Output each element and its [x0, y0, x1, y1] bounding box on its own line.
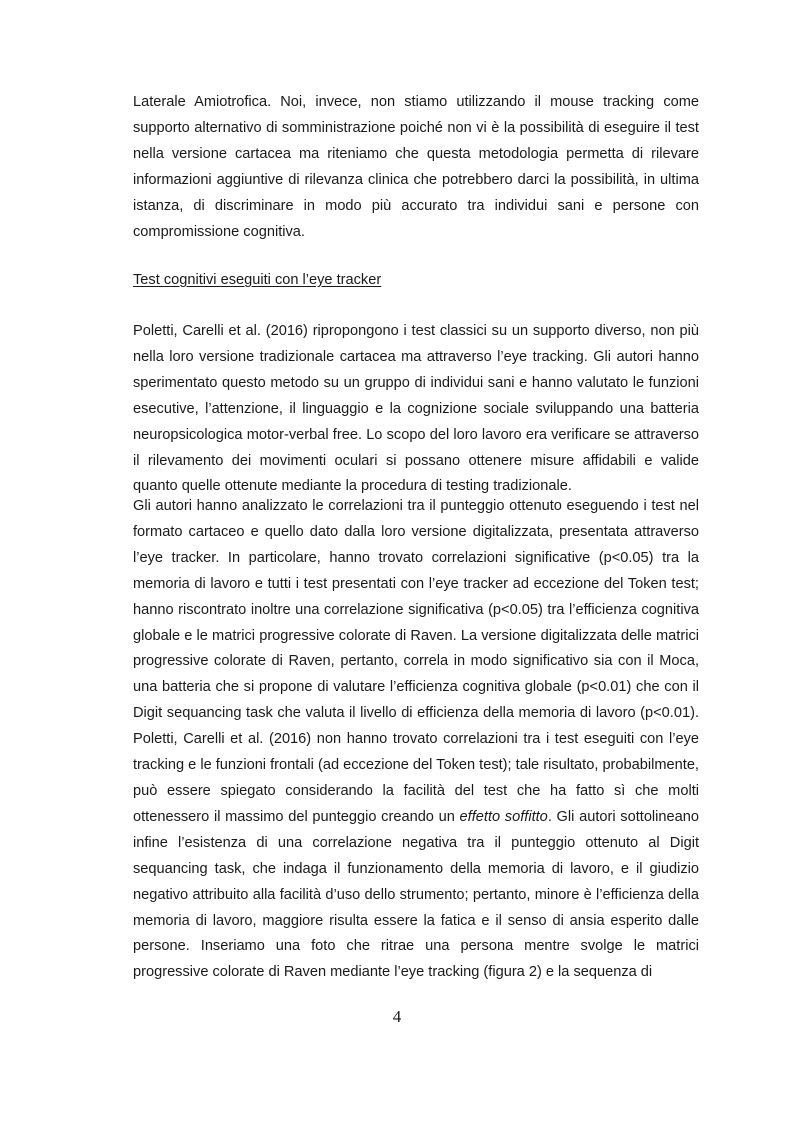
paragraph-3-part-2: . Gli autori sottolineano infine l’esistenza di una correlazione negativa tra il punteggio ottenuto al Digit sequancing task, che indaga il funzionamento della memoria di lavoro, e il giudizio negativo attribuito alla facilità d’uso dello strumento; pertanto, minore è l’efficienza della memoria di lavoro, maggiore risulta essere la fatica e il senso di ansia esperito dalle persone. Inseriamo una foto che ritrae una persona mentre svolge le matrici progressive colorate di Raven mediante l’eye tracking (figura 2) e la sequenza di — [133, 808, 699, 981]
paragraph-3-part-1: Gli autori hanno analizzato le correlazioni tra il punteggio ottenuto eseguendo i test nel formato cartaceo e quello dato dalla loro versione digitalizzata, presentata attraverso l’eye tracker. In particolare, hanno trovato correlazioni significative (p<0.05) tra la memoria di lavoro e tutti i test presentati con l’eye tracker ad eccezione del Token test; hanno riscontrato inoltre una correlazione significativa (p<0.05) tra l’efficienza cognitiva globale e le matrici progressive colorate di Raven. La versione digitalizzata delle matrici progressive colorate di Raven, pertanto, correla in modo significativo sia con il Moca, una batteria che si propone di valutare l’efficienza cognitiva globale (p<0.01) che con il Digit sequancing task che valuta il livello di efficienza della memoria di lavoro (p<0.01). Poletti, Carelli et al. (2016) non hanno trovato correlazioni tra i test eseguiti con l’eye tracking e le funzioni frontali (ad eccezione del Token test); tale risultato, probabilmente, può essere spiegato considerando la facilità del test che ha fatto sì che molti ottenessero il massimo del punteggio creando un — [133, 498, 699, 825]
paragraph-3-text — [133, 494, 699, 986]
paragraph-3 — [133, 494, 699, 986]
page-number: 4 — [392, 1007, 402, 1026]
paragraph-2 — [133, 319, 699, 500]
paragraph-3-emphasis: effetto soffitto — [459, 808, 548, 825]
paragraph-1-text: Laterale Amiotrofica. Noi, invece, non stiamo utilizzando il mouse tracking come supporto alternativo di somministrazione poiché non vi è la possibilità di eseguire il test nella versione cartacea ma riteniamo che questa metodologia permetta di rilevare informazioni aggiuntive di rilevanza clinica che potrebbero darci la possibilità, in ultima istanza, di discriminare in modo più accurato tra individui sani e persone con compromissione cognitiva. — [133, 94, 699, 240]
paragraph-2-text: Poletti, Carelli et al. (2016) ripropongono i test classici su un supporto diverso, non più nella loro versione tradizionale cartacea ma attraverso l’eye tracking. Gli autori hanno sperimentato questo metodo su un gruppo di individui sani e hanno valutato le funzioni esecutive, l’attenzione, il linguaggio e la cognizione sociale sviluppando una batteria neuropsicologica motor-verbal free. Lo scopo del loro lavoro era verificare se attraverso il rilevamento dei movimenti oculari si possano ottenere misure affidabili e valide quanto quelle ottenute mediante la procedura di testing tradizionale. — [133, 323, 699, 495]
paragraph-1 — [133, 90, 699, 245]
section-heading: Test cognitivi eseguiti con l’eye tracker — [133, 272, 382, 288]
